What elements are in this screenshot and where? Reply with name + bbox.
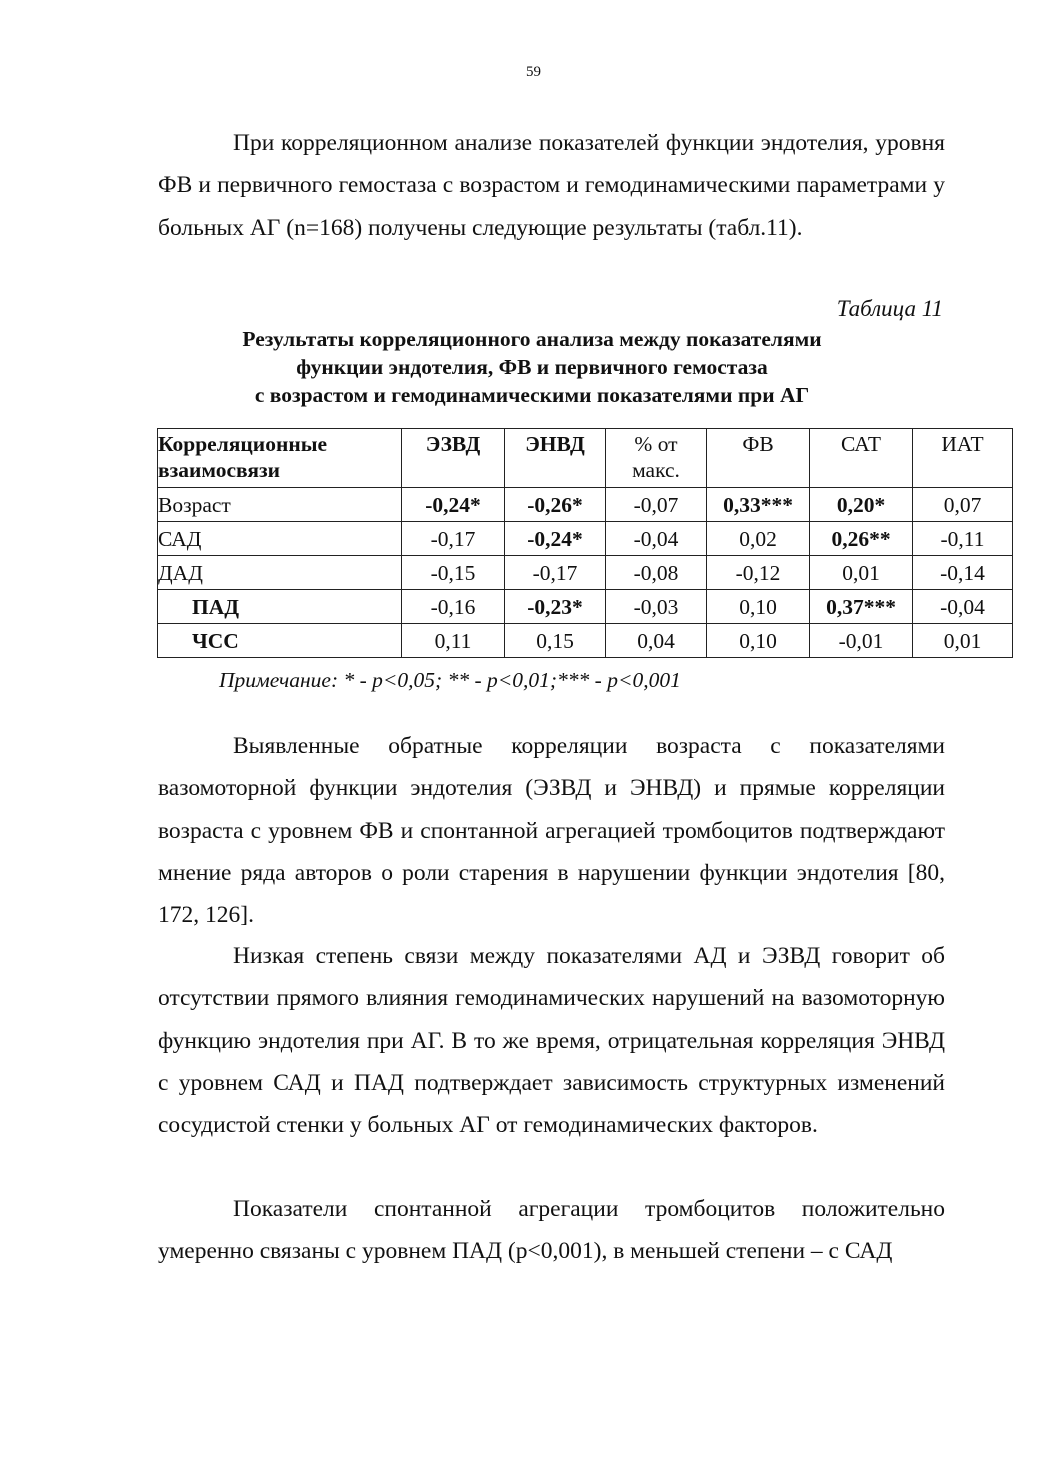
- table-cell: 0,33***: [707, 488, 810, 522]
- table-row: [158, 556, 1013, 590]
- table-cell: -0,07: [606, 488, 707, 522]
- table-cell: -0,14: [913, 556, 1013, 590]
- table-title: [32, 325, 1032, 409]
- table-cell: 0,01: [913, 624, 1013, 658]
- paragraph-bp-correlations: Низкая степень связи между показателями АД и ЭЗВД говорит об отсутствии прямого влияния гемодинамических нарушений на вазомоторную функцию эндотелия при АГ. В то же время, отрицательная корреляция ЭНВД с уровнем САД и ПАД подтверждает зависимость структурных изменений сосудистой стенки у больных АГ от гемодинамических факторов.: [158, 943, 945, 1139]
- paragraph-platelet-aggregation: Показатели спонтанной агрегации тромбоцитов положительно умеренно связаны с уровнем ПАД (р<0,001), в меньшей степени – с САД: [158, 1196, 945, 1265]
- header-cell-iat: ИАТ: [913, 429, 1013, 488]
- table-cell: -0,17: [402, 522, 505, 556]
- header-cell-ezvd: ЭЗВД: [402, 429, 505, 488]
- table-cell: -0,17: [505, 556, 606, 590]
- table-cell: -0,23*: [505, 590, 606, 624]
- table-cell: -0,04: [606, 522, 707, 556]
- table-title-line: с возрастом и гемодинамическими показателями при АГ: [254, 383, 810, 407]
- header-cell-fv: ФВ: [707, 429, 810, 488]
- page-number: 59: [526, 64, 541, 80]
- table-cell: -0,24*: [505, 522, 606, 556]
- table-title-line: функции эндотелия, ФВ и первичного гемостаза: [296, 355, 768, 379]
- table-cell: 0,37***: [810, 590, 913, 624]
- row-label: САД: [158, 522, 402, 556]
- header-cell-sat: САТ: [810, 429, 913, 488]
- table-cell: -0,08: [606, 556, 707, 590]
- table-cell: -0,26*: [505, 488, 606, 522]
- table-cell: -0,01: [810, 624, 913, 658]
- table-cell: 0,07: [913, 488, 1013, 522]
- paragraph-age-correlations: Выявленные обратные корреляции возраста с показателями вазомоторной функции эндотелия (ЭЗВД и ЭНВД) и прямые корреляции возраста с уровнем ФВ и спонтанной агрегацией тромбоцитов подтверждают мнение ряда авторов о роли старения в нарушении функции эндотелия [80, 172, 126].: [158, 733, 945, 929]
- table-cell: -0,12: [707, 556, 810, 590]
- row-label: ПАД: [158, 590, 402, 624]
- row-label: Возраст: [158, 488, 402, 522]
- table-cell: 0,26**: [810, 522, 913, 556]
- table-cell: -0,24*: [402, 488, 505, 522]
- table-cell: 0,02: [707, 522, 810, 556]
- row-label: ЧСС: [158, 624, 402, 658]
- table-cell: 0,04: [606, 624, 707, 658]
- table-note: Примечание: * - р<0,05; ** - р<0,01;*** - р<0,001: [219, 668, 681, 692]
- header-cell-percent-max: % от макс.: [606, 429, 707, 488]
- table-title-line: Результаты корреляционного анализа между показателями: [242, 327, 822, 351]
- table-cell: 0,11: [402, 624, 505, 658]
- table-header-row: [158, 429, 1013, 488]
- paragraph-intro: При корреляционном анализе показателей функции эндотелия, уровня ФВ и первичного гемостаза с возрастом и гемодинамическими параметрами у больных АГ (n=168) получены следующие результаты (табл.11).: [158, 130, 945, 241]
- table-cell: -0,03: [606, 590, 707, 624]
- table-row: [158, 488, 1013, 522]
- table-row: [158, 624, 1013, 658]
- table-row: [158, 590, 1013, 624]
- table-cell: 0,10: [707, 590, 810, 624]
- table-cell: -0,11: [913, 522, 1013, 556]
- header-cell-envd: ЭНВД: [505, 429, 606, 488]
- table-label: Таблица 11: [836, 296, 943, 321]
- row-label: ДАД: [158, 556, 402, 590]
- table-cell: -0,15: [402, 556, 505, 590]
- table-cell: 0,01: [810, 556, 913, 590]
- table-cell: 0,20*: [810, 488, 913, 522]
- table-cell: 0,15: [505, 624, 606, 658]
- table-row: [158, 522, 1013, 556]
- table-cell: -0,04: [913, 590, 1013, 624]
- header-cell-correlations: Корреляционные взаимосвязи: [158, 429, 402, 488]
- correlation-table: [157, 428, 1013, 658]
- table-cell: 0,10: [707, 624, 810, 658]
- table-cell: -0,16: [402, 590, 505, 624]
